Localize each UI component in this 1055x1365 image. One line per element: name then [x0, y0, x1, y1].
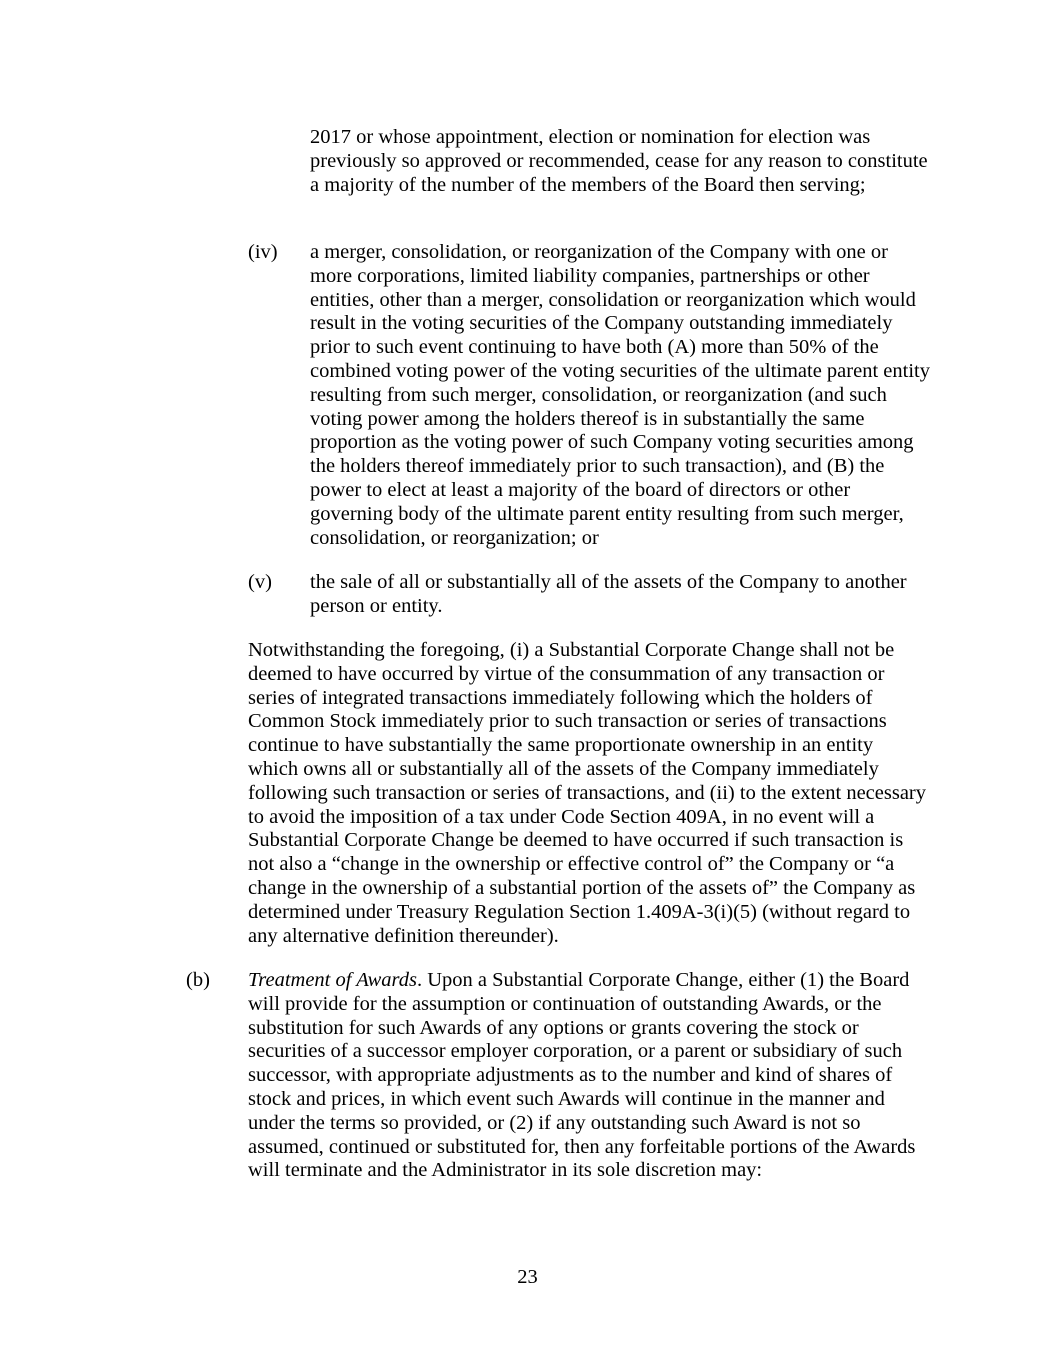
subsection-heading: Treatment of Awards: [248, 969, 417, 991]
notwithstanding-paragraph: Notwithstanding the foregoing, (i) a Substantial Corporate Change shall not be deemed to have occurred by virtue of the consummation of any transaction or series of integrated transactions immediately following which the holders of Common Stock immediately prior to such transaction or series of transactions continue to have substantially the same proportionate ownership in an entity which owns all or substantially all of the assets of the Company immediately following such transaction or series of transactions, and (ii) to the extent necessary to avoid the imposition of a tax under Code Section 409A, in no event will a Substantial Corporate Change be deemed to have occurred if such transaction is not also a “change in the ownership or effective control of” the Company or “a change in the ownership of a substantial portion of the assets of” the Company as determined under Treasury Regulation Section 1.409A-3(i)(5) (without regard to any alternative definition thereunder).: [248, 639, 927, 947]
page-number: 23: [517, 1266, 538, 1288]
list-item-label: (iv): [248, 241, 278, 263]
subsection-label: (b): [186, 969, 210, 991]
list-item-text: the sale of all or substantially all of the assets of the Company to another person or entity.: [310, 571, 907, 617]
subsection-body: . Upon a Substantial Corporate Change, either (1) the Board will provide for the assumption or continuation of outstanding Awards, or the substitution for such Awards of any options or grants covering the stock or securities of a successor employer corporation, or a parent or subsidiary of such successor, with appropriate adjustments as to the number and kind of shares of stock and prices, in which event such Awards will continue in the manner and under the terms so provided, or (2) if any outstanding such Award is not so assumed, continued or substituted for, then any forfeitable portions of the Awards will terminate and the Administrator in its sole discretion may:: [248, 969, 916, 1182]
list-item-label: (v): [248, 571, 272, 593]
continued-paragraph: 2017 or whose appointment, election or nomination for election was previously so approved or recommended, cease for any reason to constitute a majority of the number of the members of the Board then serving;: [310, 126, 928, 196]
list-item-text: a merger, consolidation, or reorganization of the Company with one or more corporations, limited liability companies, partnerships or other entities, other than a merger, consolidation or reorganization which would result in the voting securities of the Company outstanding immediately prior to such event continuing to have both (A) more than 50% of the combined voting power of the voting securities of the ultimate parent entity resulting from such merger, consolidation, or reorganization (and such voting power among the holders thereof is in substantially the same proportion as the voting power of such Company voting securities among the holders thereof immediately prior to such transaction), and (B) the power to elect at least a majority of the board of directors or other governing body of the ultimate parent entity resulting from such merger, consolidation, or reorganization; or: [310, 241, 930, 549]
subsection-text: [248, 969, 930, 1183]
